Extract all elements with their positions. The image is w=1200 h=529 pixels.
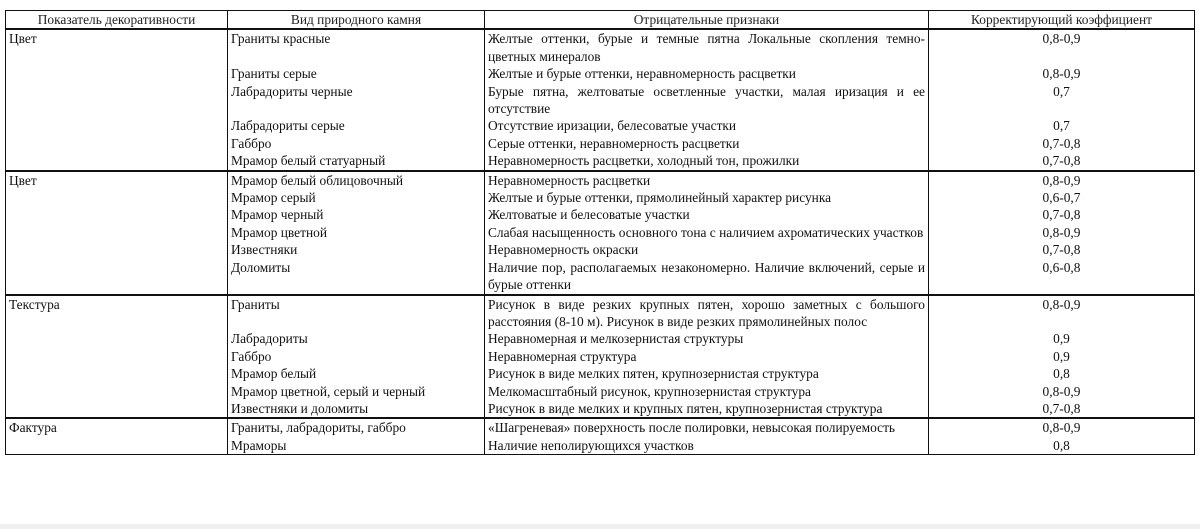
negative-cell: Неравномерность расцветки: [485, 171, 929, 189]
coefficient-cell: 0,8-0,9: [929, 418, 1195, 436]
table-row: [6, 206, 1195, 223]
stone-cell: Мрамор цветной: [228, 224, 485, 241]
coefficient-cell: 0,8-0,9: [929, 171, 1195, 189]
coefficient-cell: 0,9: [929, 330, 1195, 347]
negative-cell: Рисунок в виде мелких пятен, крупнозернистая структура: [485, 365, 929, 382]
coefficient-cell: 0,7: [929, 117, 1195, 134]
negative-cell: Наличие пор, располагаемых незакономерно. Наличие включений, серые и бурые оттенки: [485, 259, 929, 295]
indicator-cell: [6, 117, 228, 134]
indicator-cell: Цвет: [6, 29, 228, 65]
table-row: [6, 135, 1195, 152]
negative-cell: Желтые оттенки, бурые и темные пятна Локальные скопления темно-цветных минералов: [485, 29, 929, 65]
table-row: [6, 259, 1195, 295]
negative-cell: Наличие неполирующихся участков: [485, 437, 929, 455]
table-row: [6, 65, 1195, 82]
indicator-cell: [6, 437, 228, 455]
stone-cell: Мрамор серый: [228, 189, 485, 206]
coefficient-cell: 0,7-0,8: [929, 135, 1195, 152]
table-row: [6, 418, 1195, 436]
negative-cell: Желтоватые и белесоватые участки: [485, 206, 929, 223]
table-row: [6, 29, 1195, 65]
stone-cell: Габбро: [228, 135, 485, 152]
negative-cell: «Шагреневая» поверхность после полировки, невысокая полируемость: [485, 418, 929, 436]
coefficient-cell: 0,7-0,8: [929, 152, 1195, 170]
stone-cell: Граниты красные: [228, 29, 485, 65]
stone-cell: Мрамор цветной, серый и черный: [228, 383, 485, 400]
table-row: [6, 241, 1195, 258]
negative-cell: Серые оттенки, неравномерность расцветки: [485, 135, 929, 152]
stone-cell: Граниты серые: [228, 65, 485, 82]
table-row: [6, 348, 1195, 365]
stone-cell: Граниты: [228, 295, 485, 331]
coefficient-cell: 0,7-0,8: [929, 400, 1195, 418]
indicator-cell: [6, 152, 228, 170]
table-row: [6, 400, 1195, 418]
indicator-cell: [6, 330, 228, 347]
negative-cell: Неравномерная структура: [485, 348, 929, 365]
header-negative: Отрицательные признаки: [485, 11, 929, 30]
table-row: [6, 189, 1195, 206]
negative-cell: Рисунок в виде резких крупных пятен, хорошо заметных с большого расстояния (8-10 м). Рисунок в виде резких прямолинейных полос: [485, 295, 929, 331]
table-row: [6, 224, 1195, 241]
table-row: [6, 152, 1195, 170]
table-row: [6, 330, 1195, 347]
coefficient-cell: 0,6-0,7: [929, 189, 1195, 206]
negative-cell: Бурые пятна, желтоватые осветленные участки, малая иризация и ее отсутствие: [485, 83, 929, 118]
coefficient-cell: 0,7: [929, 83, 1195, 118]
coefficient-cell: 0,6-0,8: [929, 259, 1195, 295]
stone-cell: Мраморы: [228, 437, 485, 455]
stone-cell: Мрамор белый облицовочный: [228, 171, 485, 189]
table-row: [6, 171, 1195, 189]
indicator-cell: [6, 83, 228, 118]
stone-cell: Лабрадориты: [228, 330, 485, 347]
stone-cell: Лабрадориты серые: [228, 117, 485, 134]
stone-cell: Доломиты: [228, 259, 485, 295]
indicator-cell: [6, 365, 228, 382]
indicator-cell: [6, 65, 228, 82]
negative-cell: Слабая насыщенность основного тона с наличием ахроматических участков: [485, 224, 929, 241]
table-row: [6, 383, 1195, 400]
indicator-cell: [6, 241, 228, 258]
table-row: [6, 437, 1195, 455]
table-row: [6, 365, 1195, 382]
coefficient-cell: 0,7-0,8: [929, 206, 1195, 223]
header-stone: Вид природного камня: [228, 11, 485, 30]
header-coefficient: Корректирующий коэффициент: [929, 11, 1195, 30]
page-bottom-strip: [0, 524, 1200, 529]
negative-cell: Неравномерность расцветки, холодный тон, прожилки: [485, 152, 929, 170]
negative-cell: Желтые и бурые оттенки, прямолинейный характер рисунка: [485, 189, 929, 206]
coefficient-cell: 0,9: [929, 348, 1195, 365]
indicator-cell: Цвет: [6, 171, 228, 189]
indicator-cell: [6, 206, 228, 223]
coefficient-cell: 0,8-0,9: [929, 224, 1195, 241]
stone-cell: Известняки: [228, 241, 485, 258]
stone-cell: Мрамор белый: [228, 365, 485, 382]
table-body: [6, 29, 1195, 454]
decorativeness-table: [5, 10, 1195, 455]
indicator-cell: [6, 224, 228, 241]
indicator-cell: [6, 259, 228, 295]
coefficient-cell: 0,8-0,9: [929, 295, 1195, 331]
coefficient-cell: 0,8: [929, 437, 1195, 455]
header-row: [6, 11, 1195, 30]
indicator-cell: [6, 135, 228, 152]
coefficient-cell: 0,8: [929, 365, 1195, 382]
negative-cell: Желтые и бурые оттенки, неравномерность расцветки: [485, 65, 929, 82]
table-row: [6, 117, 1195, 134]
coefficient-cell: 0,8-0,9: [929, 29, 1195, 65]
coefficient-cell: 0,8-0,9: [929, 383, 1195, 400]
indicator-cell: [6, 400, 228, 418]
header-indicator: Показатель декоративности: [6, 11, 228, 30]
indicator-cell: Текстура: [6, 295, 228, 331]
stone-cell: Лабрадориты черные: [228, 83, 485, 118]
negative-cell: Отсутствие иризации, белесоватые участки: [485, 117, 929, 134]
coefficient-cell: 0,7-0,8: [929, 241, 1195, 258]
indicator-cell: [6, 189, 228, 206]
negative-cell: Рисунок в виде мелких и крупных пятен, крупнозернистая структура: [485, 400, 929, 418]
stone-cell: Мрамор черный: [228, 206, 485, 223]
table-row: [6, 295, 1195, 331]
indicator-cell: [6, 383, 228, 400]
negative-cell: Неравномерность окраски: [485, 241, 929, 258]
indicator-cell: Фактура: [6, 418, 228, 436]
indicator-cell: [6, 348, 228, 365]
stone-cell: Известняки и доломиты: [228, 400, 485, 418]
stone-cell: Граниты, лабрадориты, габбро: [228, 418, 485, 436]
negative-cell: Мелкомасштабный рисунок, крупнозернистая структура: [485, 383, 929, 400]
coefficient-cell: 0,8-0,9: [929, 65, 1195, 82]
negative-cell: Неравномерная и мелкозернистая структуры: [485, 330, 929, 347]
stone-cell: Габбро: [228, 348, 485, 365]
table-row: [6, 83, 1195, 118]
stone-cell: Мрамор белый статуарный: [228, 152, 485, 170]
